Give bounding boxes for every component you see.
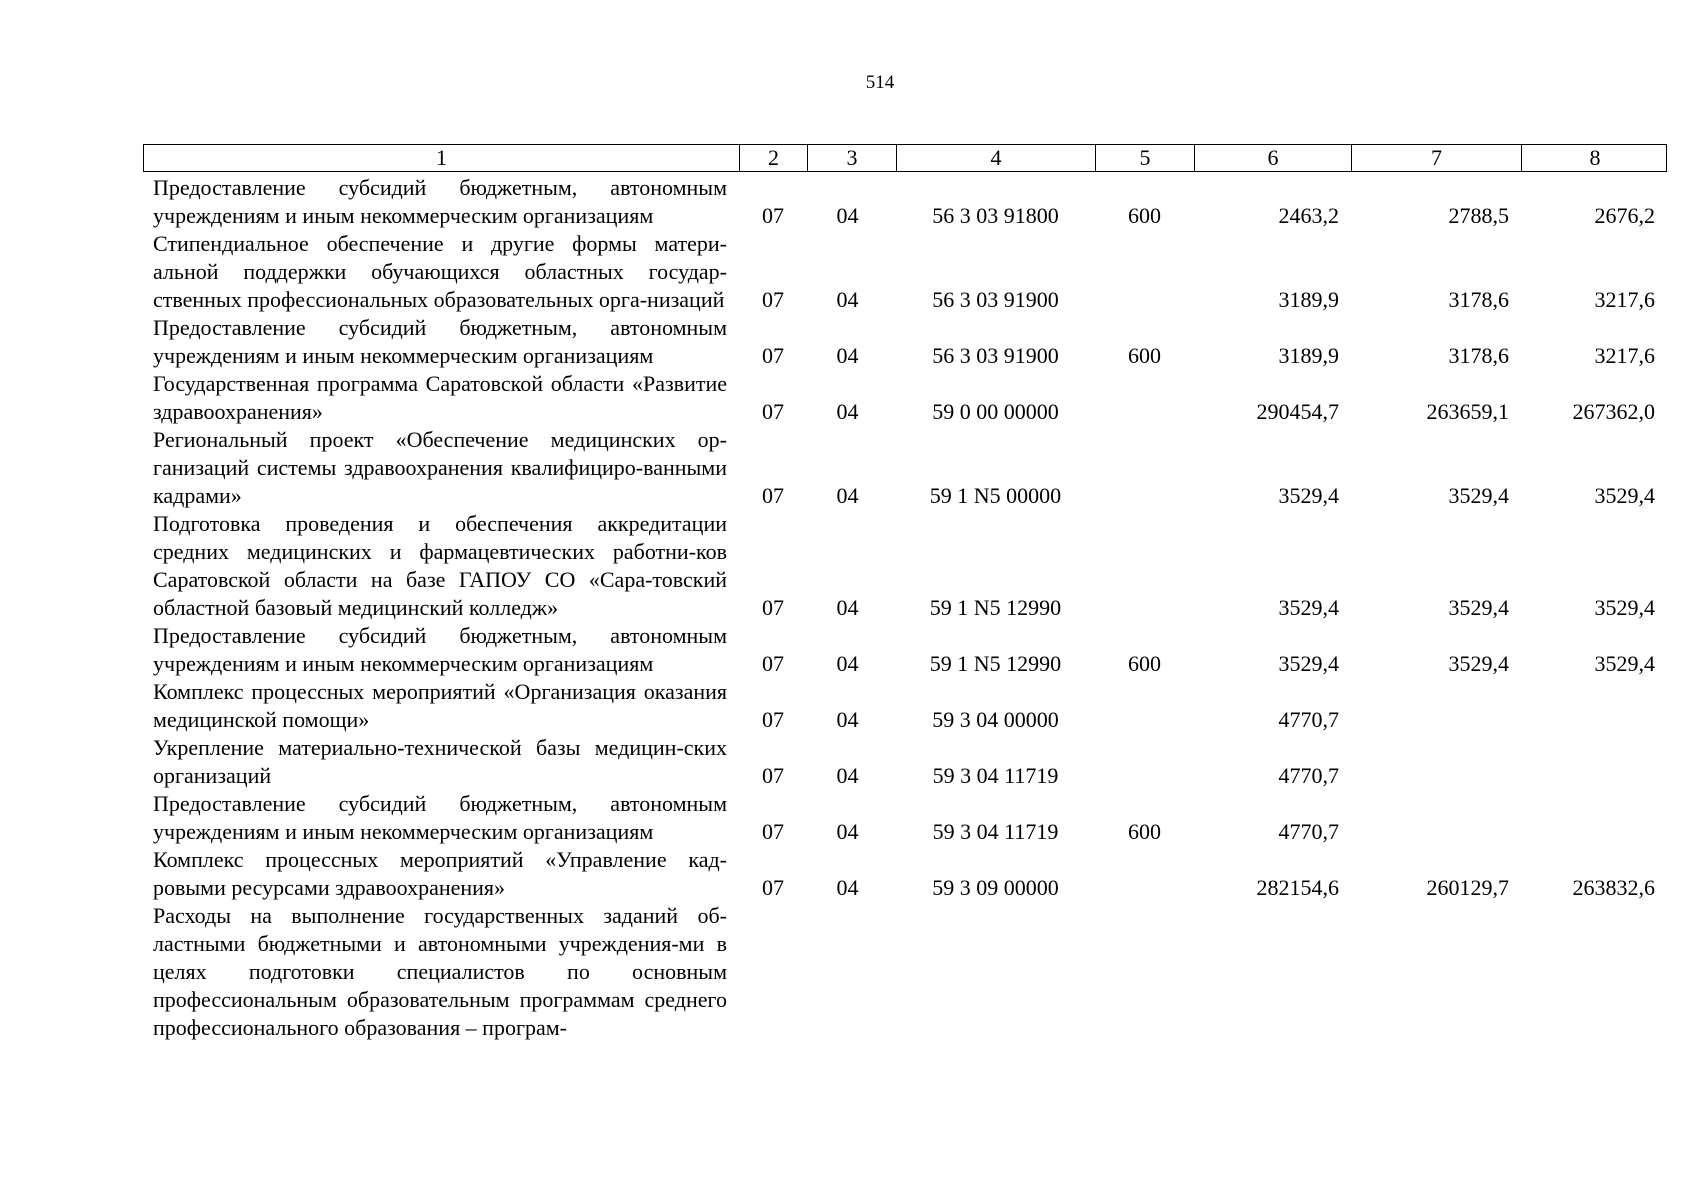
table-row (143, 622, 1667, 678)
row-subsection: 04 (836, 707, 859, 732)
row-target-code: 56 3 03 91900 (932, 343, 1059, 368)
row-amount-1: 4770,7 (1278, 763, 1339, 788)
row-amount-3: 3529,4 (1594, 595, 1655, 620)
row-amount-2: 263659,1 (1426, 399, 1509, 424)
row-amount-1: 4770,7 (1278, 819, 1339, 844)
table-body (143, 174, 1667, 1042)
row-amount-1: 4770,7 (1278, 707, 1339, 732)
table-row (143, 314, 1667, 370)
row-amount-2: 260129,7 (1426, 875, 1509, 900)
table-row (143, 370, 1667, 426)
row-description: Региональный проект «Обеспечение медицинских ор-ганизаций системы здравоохранения квалифициро-ванными кадрами» (153, 427, 727, 508)
row-section: 07 (762, 651, 784, 676)
header-col-5: 5 (1096, 145, 1195, 171)
row-subsection: 04 (836, 875, 859, 900)
row-section: 07 (762, 875, 784, 900)
row-amount-3: 267362,0 (1572, 399, 1655, 424)
row-subsection: 04 (836, 763, 859, 788)
table-row (143, 678, 1667, 734)
row-amount-3: 3217,6 (1594, 343, 1655, 368)
row-amount-3: 3217,6 (1594, 287, 1655, 312)
row-amount-1: 282154,6 (1256, 875, 1339, 900)
header-col-1: 1 (144, 145, 740, 171)
row-description: Стипендиальное обеспечение и другие формы матери-альной поддержки обучающихся областных государ-ственных профессиональных образовательных орга-низаций (153, 231, 727, 312)
row-amount-2: 3178,6 (1448, 287, 1509, 312)
table-header-row (143, 144, 1667, 172)
table-row (143, 426, 1667, 510)
budget-table (143, 144, 1667, 1042)
row-amount-1: 3529,4 (1278, 595, 1339, 620)
row-expense-type: 600 (1128, 819, 1161, 844)
row-target-code: 59 3 04 11719 (932, 819, 1059, 844)
row-amount-1: 3529,4 (1278, 483, 1339, 508)
header-col-8: 8 (1589, 145, 1601, 170)
row-target-code: 59 1 N5 00000 (929, 483, 1062, 508)
table-row (143, 230, 1667, 314)
row-amount-2: 3178,6 (1448, 343, 1509, 368)
row-target-code: 56 3 03 91800 (932, 203, 1059, 228)
row-description: Укрепление материально-технической базы медицин-ских организаций (153, 735, 727, 788)
row-description: Подготовка проведения и обеспечения аккредитации средних медицинских и фармацевтических работни-ков Саратовской области на базе ГАПОУ СО «Сара-товский областной базовый медицинский колледж» (153, 511, 727, 620)
row-description: Комплекс процессных мероприятий «Управление кад-ровыми ресурсами здравоохранения» (153, 847, 727, 900)
row-subsection: 04 (836, 483, 859, 508)
row-section: 07 (762, 343, 784, 368)
row-amount-1: 3189,9 (1278, 287, 1339, 312)
row-target-code: 59 1 N5 12990 (929, 595, 1062, 620)
row-target-code: 59 3 09 00000 (932, 875, 1059, 900)
row-subsection: 04 (836, 399, 859, 424)
row-section: 07 (762, 399, 784, 424)
row-target-code: 59 3 04 00000 (932, 707, 1059, 732)
row-expense-type: 600 (1128, 343, 1161, 368)
row-amount-1: 290454,7 (1256, 399, 1339, 424)
row-description: Государственная программа Саратовской области «Развитие здравоохранения» (153, 371, 727, 424)
row-subsection: 04 (836, 343, 859, 368)
row-amount-2: 3529,4 (1448, 651, 1509, 676)
header-col-7: 7 (1352, 145, 1522, 171)
row-subsection: 04 (836, 287, 859, 312)
row-section: 07 (762, 287, 784, 312)
row-amount-3: 263832,6 (1572, 875, 1655, 900)
table-row (143, 902, 1667, 1042)
table-row (143, 510, 1667, 622)
row-amount-3: 3529,4 (1594, 651, 1655, 676)
row-target-code: 59 0 00 00000 (932, 399, 1059, 424)
row-target-code: 56 3 03 91900 (932, 287, 1059, 312)
row-subsection: 04 (836, 819, 859, 844)
row-amount-2: 3529,4 (1448, 483, 1509, 508)
row-amount-2: 3529,4 (1448, 595, 1509, 620)
row-section: 07 (762, 203, 784, 228)
row-target-code: 59 1 N5 12990 (929, 651, 1062, 676)
row-subsection: 04 (836, 203, 859, 228)
row-subsection: 04 (836, 595, 859, 620)
row-expense-type: 600 (1128, 651, 1161, 676)
header-col-4: 4 (897, 145, 1096, 171)
row-subsection: 04 (836, 651, 859, 676)
row-amount-3: 3529,4 (1594, 483, 1655, 508)
row-description: Предоставление субсидий бюджетным, автономным учреждениям и иным некоммерческим организациям (153, 315, 727, 368)
row-section: 07 (762, 595, 784, 620)
row-section: 07 (762, 763, 784, 788)
header-col-2: 2 (740, 145, 808, 171)
row-description: Комплекс процессных мероприятий «Организация оказания медицинской помощи» (153, 679, 727, 732)
row-section: 07 (762, 707, 784, 732)
row-description: Предоставление субсидий бюджетным, автономным учреждениям и иным некоммерческим организациям (153, 175, 727, 228)
row-description: Предоставление субсидий бюджетным, автономным учреждениям и иным некоммерческим организациям (153, 623, 727, 676)
row-section: 07 (762, 819, 784, 844)
table-row (143, 734, 1667, 790)
table-row (143, 846, 1667, 902)
table-row (143, 790, 1667, 846)
page-number: 514 (865, 72, 895, 93)
header-col-6: 6 (1195, 145, 1352, 171)
row-amount-1: 3529,4 (1278, 651, 1339, 676)
row-amount-3: 2676,2 (1594, 203, 1655, 228)
row-amount-1: 2463,2 (1278, 203, 1339, 228)
row-amount-1: 3189,9 (1278, 343, 1339, 368)
table-row (143, 174, 1667, 230)
row-section: 07 (762, 483, 784, 508)
header-col-3: 3 (808, 145, 897, 171)
row-description: Расходы на выполнение государственных заданий об-ластными бюджетными и автономными учреждения-ми в целях подготовки специалистов по основным профессиональным образовательным программам среднего профессионального образования – програм- (153, 903, 727, 1040)
row-amount-2: 2788,5 (1448, 203, 1509, 228)
row-description: Предоставление субсидий бюджетным, автономным учреждениям и иным некоммерческим организациям (153, 791, 727, 844)
row-expense-type: 600 (1128, 203, 1161, 228)
row-target-code: 59 3 04 11719 (932, 763, 1059, 788)
